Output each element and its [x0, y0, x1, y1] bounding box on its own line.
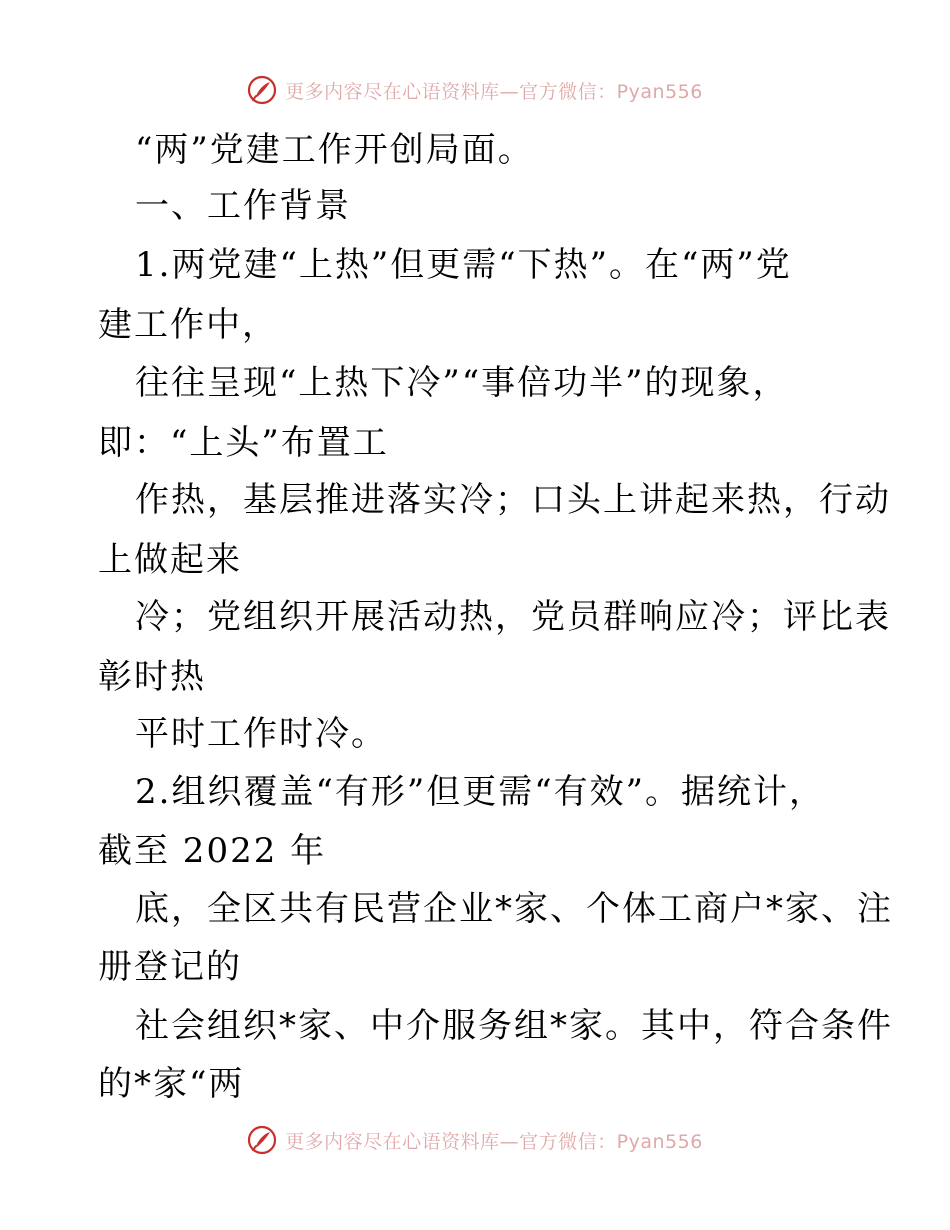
header-watermark — [0, 68, 950, 112]
text-line: 2.组织覆盖“有形”但更需“有效”。据统计， — [135, 772, 825, 812]
text-line: 底，全区共有民营企业*家、个体工商户*家、注 — [135, 889, 893, 929]
header-watermark-text: 更多内容尽在心语资料库—官方微信：Pyan556 — [285, 80, 703, 103]
feather-pen-logo-icon — [247, 1125, 277, 1155]
text-line: 的*家“两 — [98, 1064, 245, 1104]
footer-watermark-text: 更多内容尽在心语资料库—官方微信：Pyan556 — [285, 1130, 703, 1153]
text-line: 往往呈现“上热下冷”“事倍功半”的现象， — [135, 363, 789, 403]
footer-watermark — [0, 1118, 950, 1162]
section-heading: 一、工作背景 — [135, 186, 351, 226]
text-line: 上做起来 — [98, 540, 242, 580]
text-line: 1.两党建“上热”但更需“下热”。在“两”党 — [135, 245, 792, 285]
text-line: 截至 2022 年 — [98, 831, 327, 871]
text-line: 社会组织*家、中介服务组*家。其中，符合条件 — [135, 1006, 893, 1046]
text-line: 建工作中， — [98, 305, 278, 345]
text-line: 册登记的 — [98, 947, 242, 987]
text-line: 冷；党组织开展活动热，党员群响应冷；评比表 — [135, 597, 891, 637]
text-line: 作热，基层推进落实冷；口头上讲起来热，行动 — [135, 480, 891, 520]
feather-pen-logo-icon — [247, 75, 277, 105]
text-line: “两”党建工作开创局面。 — [135, 130, 534, 170]
text-line: 即：“上头”布置工 — [98, 423, 389, 463]
text-line: 彰时热 — [98, 657, 206, 697]
text-line: 平时工作时冷。 — [135, 714, 387, 754]
